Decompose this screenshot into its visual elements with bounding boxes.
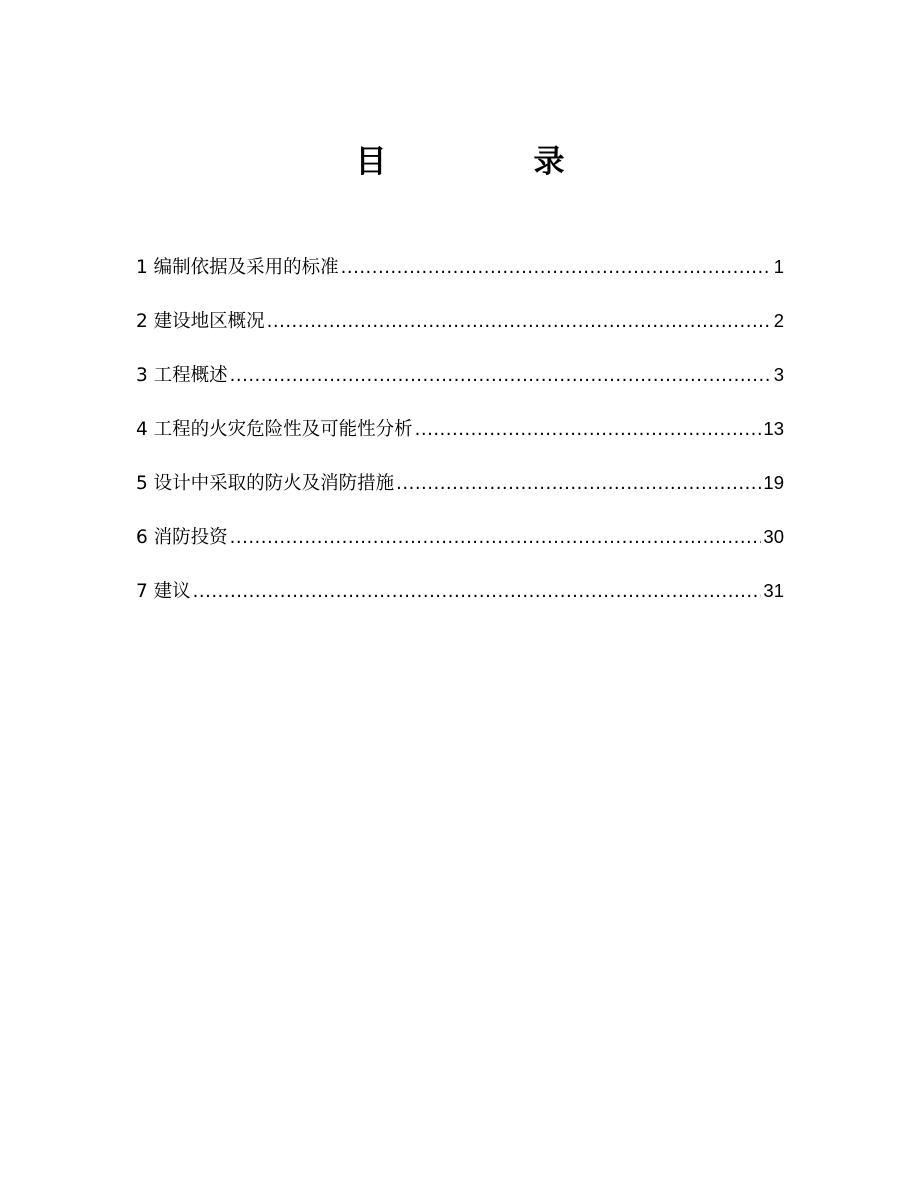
table-of-contents (136, 250, 784, 628)
toc-entry-page-number: 31 (763, 580, 784, 601)
dot-leader (230, 359, 772, 393)
dot-leader (396, 467, 761, 501)
toc-entry[interactable] (136, 574, 784, 628)
toc-entry-label: 4 工程的火灾危险性及可能性分析 (136, 419, 413, 440)
toc-entry-page-number: 2 (773, 310, 784, 331)
toc-entry-label: 3 工程概述 (136, 365, 228, 386)
toc-entry-page-number: 13 (763, 418, 784, 439)
toc-title: 目 录 (355, 144, 623, 180)
toc-entry[interactable] (136, 358, 784, 412)
toc-entry-label: 7 建议 (136, 581, 191, 602)
toc-entry[interactable] (136, 304, 784, 358)
toc-entry[interactable] (136, 412, 784, 466)
toc-entry[interactable] (136, 250, 784, 304)
dot-leader (341, 251, 772, 285)
dot-leader (193, 575, 762, 609)
toc-entry-page-number: 3 (773, 364, 784, 385)
toc-entry-label: 6 消防投资 (136, 527, 228, 548)
toc-entry-label: 1 编制依据及采用的标准 (136, 257, 339, 278)
toc-entry[interactable] (136, 466, 784, 520)
toc-entry-page-number: 19 (763, 472, 784, 493)
toc-entry-page-number: 30 (763, 526, 784, 547)
toc-entry-page-number: 1 (773, 256, 784, 277)
toc-entry-label: 5 设计中采取的防火及消防措施 (136, 473, 395, 494)
dot-leader (230, 521, 762, 555)
toc-entry[interactable] (136, 520, 784, 574)
dot-leader (415, 413, 762, 447)
toc-entry-label: 2 建设地区概况 (136, 311, 265, 332)
dot-leader (267, 305, 772, 339)
